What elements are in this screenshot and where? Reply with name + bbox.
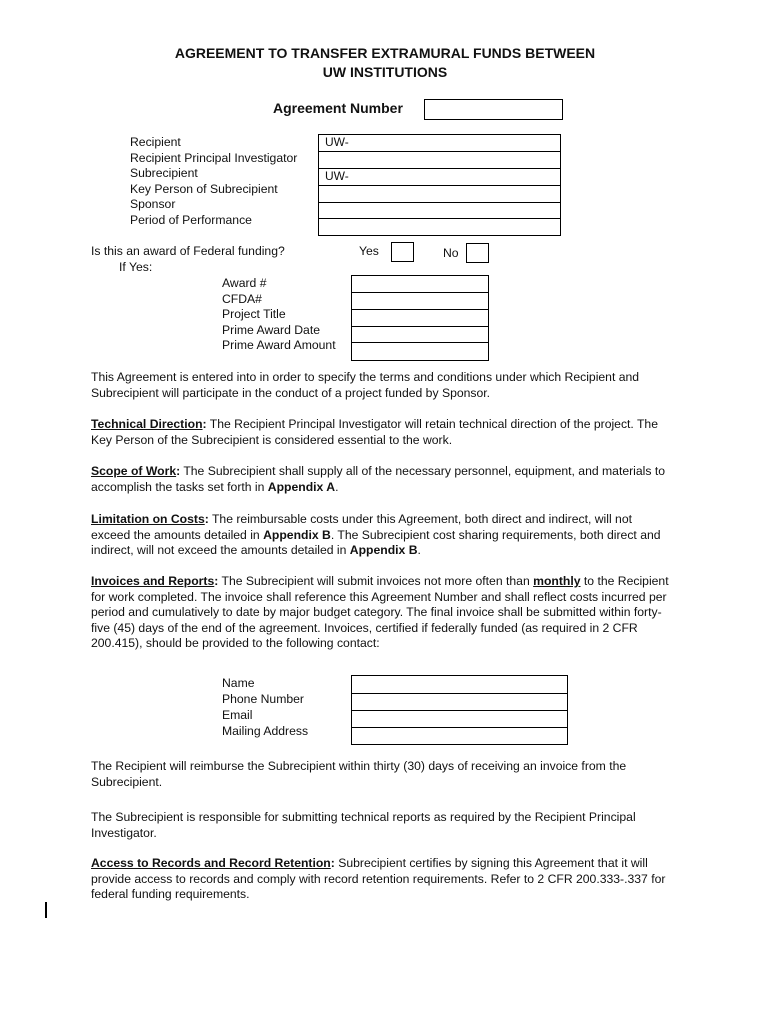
yes-label: Yes [359, 244, 379, 258]
award-number-field[interactable] [352, 276, 488, 293]
contact-phone-label: Phone Number [222, 692, 304, 706]
reimburse-text: The Recipient will reimburse the Subrecipient within thirty (30) days of receiving an invoice from the Subrecipient. [91, 759, 627, 789]
sponsor-field[interactable] [319, 203, 560, 219]
text-cursor [45, 902, 47, 918]
prime-award-date-field[interactable] [352, 327, 488, 343]
project-title-label: Project Title [222, 307, 286, 322]
limitation-on-costs-paragraph: Limitation on Costs: The reimbursable costs under this Agreement, both direct and indirect, will not exceed the amounts detailed in Appendix B. The Subrecipient cost sharing requirements, both direct and indirect, will not exceed the amounts detailed in Appendix B. [91, 512, 661, 558]
parties-grid [318, 134, 561, 236]
key-person-field[interactable] [319, 186, 560, 203]
contact-name-label: Name [222, 676, 255, 690]
project-title-field[interactable] [352, 310, 488, 327]
invoices-text-1: The Subrecipient will submit invoices not more often than [218, 574, 534, 588]
access-heading: Access to Records and Record Retention [91, 856, 331, 870]
recipient-pi-label: Recipient Principal Investigator [130, 150, 298, 165]
scope-of-work-end: . [335, 479, 339, 494]
period-of-performance-label: Period of Performance [130, 212, 252, 227]
appendix-b-ref-1: Appendix B [263, 527, 331, 542]
sponsor-label: Sponsor [130, 197, 176, 212]
prime-award-amount-field[interactable] [352, 343, 488, 361]
technical-direction-paragraph: Technical Direction: The Recipient Principal Investigator will retain technical direction of the project. The Key Person of the Subrecipient is considered essential to the work. [91, 417, 658, 447]
scope-of-work-paragraph: Scope of Work: The Subrecipient shall supply all of the necessary personnel, equipment, and materials to accomplish the tasks set forth in Appendix A. [91, 464, 666, 494]
award-number-label: Award # [222, 276, 267, 290]
limitation-text-2: . The Subrecipient cost sharing requirements, both direct and indirect, will not exceed the amounts detailed in [91, 527, 661, 558]
invoices-text-2: to the Recipient for work completed. The invoice shall reference this Agreement Number and shall reflect costs incurred per period and cumulatively to date by major budget category. The final invoice shall be submitted within forty-five (45) days of the end of the agreement. Invoices, certified if federally funded (as required in 2 CFR 200.415), should be provided to the following contact: [91, 574, 669, 651]
recipient-field[interactable]: UW- [319, 135, 560, 152]
access-to-records-paragraph: Access to Records and Record Retention: Subrecipient certifies by signing this Agreement that it will provide access to records and comply with record retention requirements. Refer to 2 CFR 200.333-.337 for federal funding requirements. [91, 856, 666, 902]
cfda-field[interactable] [352, 293, 488, 310]
limitation-heading: Limitation on Costs [91, 512, 205, 526]
appendix-a-ref: Appendix A [267, 479, 336, 494]
contact-address-label: Mailing Address [222, 724, 309, 738]
contact-email-label: Email [222, 708, 253, 722]
no-label: No [443, 246, 459, 260]
award-grid [351, 275, 489, 361]
document-title [0, 44, 770, 82]
technical-direction-heading: Technical Direction [91, 417, 203, 431]
title-line-1: AGREEMENT TO TRANSFER EXTRAMURAL FUNDS BETWEEN [174, 45, 596, 61]
recipient-pi-field[interactable] [319, 152, 560, 169]
title-line-2: UW INSTITUTIONS [322, 64, 448, 80]
invoices-paragraph: Invoices and Reports: The Subrecipient will submit invoices not more often than monthly to the Recipient for work completed. The invoice shall reference this Agreement Number and shall reflect costs incurred per period and cumulatively to date by major budget category. The final invoice shall be submitted within forty-five (45) days of the end of the agreement. Invoices, certified if federally funded (as required in 2 CFR 200.415), should be provided to the following contact: [91, 574, 669, 651]
agreement-number-field[interactable] [424, 99, 563, 120]
technical-direction-text: The Recipient Principal Investigator will retain technical direction of the project. The Key Person of the Subrecipient is considered essential to the work. [91, 417, 658, 447]
key-person-label: Key Person of Subrecipient [130, 181, 278, 196]
agreement-number-label: Agreement Number [273, 100, 403, 116]
subrecipient-label: Subrecipient [130, 166, 198, 181]
cfda-label: CFDA# [222, 291, 262, 306]
intro-paragraph [91, 370, 671, 401]
contact-labels [222, 675, 308, 739]
contact-name-field[interactable] [352, 676, 567, 694]
period-of-performance-field[interactable] [319, 219, 560, 236]
scope-of-work-text: The Subrecipient shall supply all of the necessary personnel, equipment, and materials to accomplish the tasks set forth in [91, 464, 666, 494]
federal-funding-question: Is this an award of Federal funding? [91, 244, 285, 258]
contact-email-field[interactable] [352, 711, 567, 728]
no-checkbox[interactable] [466, 243, 489, 263]
contact-phone-field[interactable] [352, 694, 567, 711]
contact-address-field[interactable] [352, 728, 567, 745]
prime-award-amount-label: Prime Award Amount [222, 338, 336, 353]
limitation-end: . [417, 543, 421, 558]
appendix-b-ref-2: Appendix B [349, 543, 418, 558]
award-labels [222, 276, 336, 354]
yes-checkbox[interactable] [391, 242, 414, 262]
monthly-term: monthly [533, 574, 581, 588]
invoices-heading: Invoices and Reports [91, 574, 215, 588]
contact-grid [351, 675, 568, 745]
if-yes-label: If Yes: [119, 260, 153, 274]
prime-award-date-label: Prime Award Date [222, 322, 320, 337]
recipient-label: Recipient [130, 135, 181, 149]
scope-of-work-heading: Scope of Work [91, 464, 177, 478]
access-text: Subrecipient certifies by signing this Agreement that it will provide access to records and comply with record retention requirements. Refer to 2 CFR 200.333-.337 for federal funding requirements. [91, 856, 666, 902]
parties-labels [130, 135, 297, 229]
limitation-text-1: The reimbursable costs under this Agreement, both direct and indirect, will not exceed the amounts detailed in [91, 512, 632, 542]
subrecipient-field[interactable]: UW- [319, 169, 560, 186]
reimburse-paragraph [91, 759, 671, 790]
reports-paragraph [91, 810, 671, 841]
reports-text: The Subrecipient is responsible for submitting technical reports as required by the Recipient Principal Investigator. [91, 810, 636, 840]
intro-text: This Agreement is entered into in order to specify the terms and conditions under which Recipient and Subrecipient will participate in the conduct of a project funded by Sponsor. [91, 370, 640, 400]
